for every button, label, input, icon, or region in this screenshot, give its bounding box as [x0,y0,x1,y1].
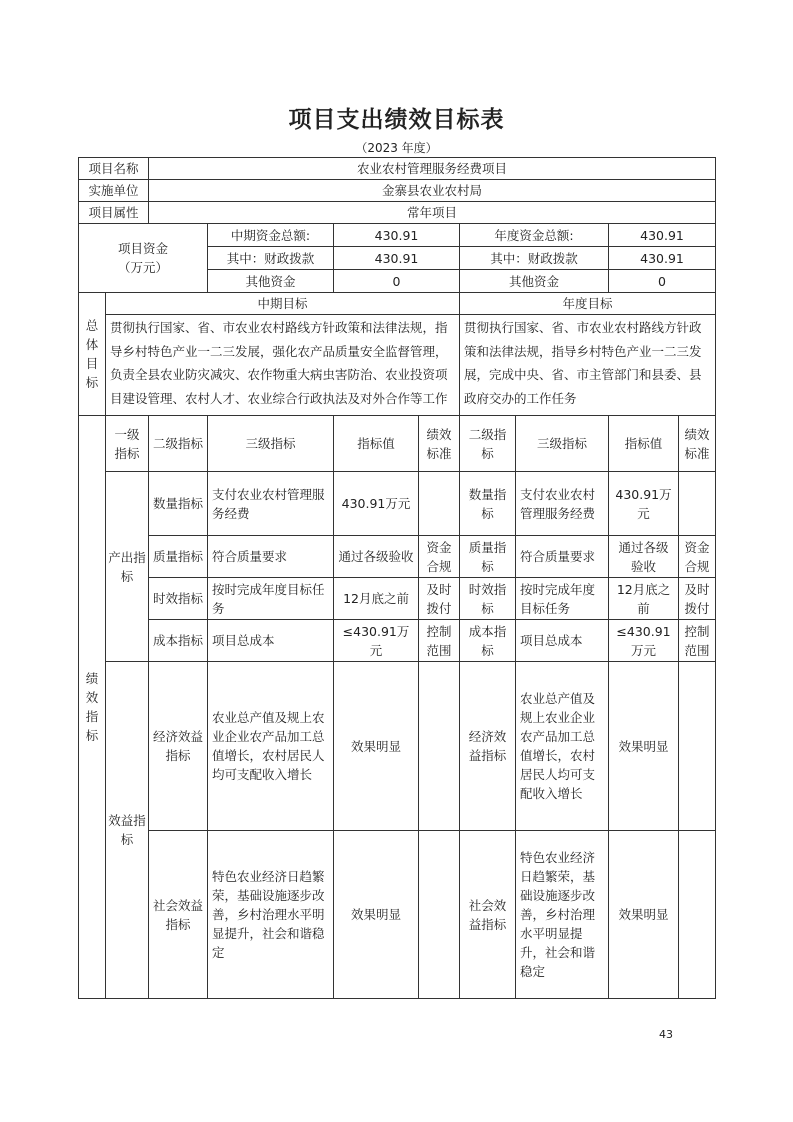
cost-year-l3: 项目总成本 [516,620,609,662]
page-number: 43 [659,1028,673,1041]
funds-label-line1: 项目资金 [118,241,169,256]
page-title: 项目支出绩效目标表 [288,107,505,133]
year-goal-header: 年度目标 [460,293,716,315]
performance-indicators-label: 绩效指标 [79,416,106,999]
year-other-value: 0 [609,270,716,293]
cost-l2: 成本指标 [149,620,208,662]
quantity-year-std [679,472,716,536]
funds-label [79,224,208,293]
quality-year-value: 通过各级验收 [609,536,679,578]
quantity-year-l2: 数量指标 [460,472,516,536]
quantity-l2: 数量指标 [149,472,208,536]
header-level1: 一级指标 [106,416,149,472]
header-standard-year: 绩效标准 [679,416,716,472]
timeliness-year-l2: 时效指标 [460,578,516,620]
output-indicators-label: 产出指标 [106,472,149,662]
timeliness-year-l3: 按时完成年度目标任务 [516,578,609,620]
header-level2-year: 二级指标 [460,416,516,472]
timeliness-mid-value: 12月底之前 [334,578,419,620]
quality-mid-value: 通过各级验收 [334,536,419,578]
year-total-label: 年度资金总额: [460,224,609,247]
year-fiscal-label: 其中：财政拨款 [460,247,609,270]
mid-goal-text: 贯彻执行国家、省、市农业农村路线方针政策和法律法规，指导乡村特色产业一二三发展，强化农产品质量安全监督管理，负责全县农业防灾减灾、农作物重大病虫害防治、农业投资项目建设管理、农村人才、农业综合行政执法及对外合作等工作 [106,315,460,416]
quantity-mid-l3: 支付农业农村管理服务经费 [208,472,334,536]
unit-label: 实施单位 [79,180,149,202]
year-subtitle: （2023 年度） [355,141,438,155]
header-value: 指标值 [334,416,419,472]
mid-total-label: 中期资金总额: [208,224,334,247]
year-fiscal-value: 430.91 [609,247,716,270]
cost-mid-std: 控制范围 [419,620,460,662]
timeliness-mid-l3: 按时完成年度目标任务 [208,578,334,620]
mid-other-value: 0 [334,270,460,293]
cost-year-std: 控制范围 [679,620,716,662]
project-name-label: 项目名称 [79,158,149,180]
mid-fiscal-value: 430.91 [334,247,460,270]
timeliness-year-std: 及时拨付 [679,578,716,620]
cost-mid-value: ≤430.91万元 [334,620,419,662]
economic-mid-value: 效果明显 [334,662,419,831]
social-mid-l3: 特色农业经济日趋繁荣，基础设施逐步改善，乡村治理水平明显提升，社会和谐稳定 [208,831,334,999]
quantity-mid-std [419,472,460,536]
quality-mid-std: 资金合规 [419,536,460,578]
social-l2: 社会效益指标 [149,831,208,999]
benefit-indicators-label: 效益指标 [106,662,149,999]
attr-value: 常年项目 [149,202,716,224]
year-goal-text: 贯彻执行国家、省、市农业农村路线方针政策和法律法规，指导乡村特色产业一二三发展，完成中央、省、市主管部门和县委、县政府交办的工作任务 [460,315,716,416]
economic-l2: 经济效益指标 [149,662,208,831]
social-mid-std [419,831,460,999]
social-mid-value: 效果明显 [334,831,419,999]
social-year-l3: 特色农业经济日趋繁荣，基础设施逐步改善，乡村治理水平明显提升，社会和谐稳定 [516,831,609,999]
economic-mid-l3: 农业总产值及规上农业企业农产品加工总值增长，农村居民人均可支配收入增长 [208,662,334,831]
quality-year-std: 资金合规 [679,536,716,578]
timeliness-mid-std: 及时拨付 [419,578,460,620]
economic-year-l3: 农业总产值及规上农业企业农产品加工总值增长，农村居民人均可支配收入增长 [516,662,609,831]
cost-year-value: ≤430.91万元 [609,620,679,662]
header-level3: 三级指标 [208,416,334,472]
quality-year-l3: 符合质量要求 [516,536,609,578]
mid-goal-header: 中期目标 [106,293,460,315]
quantity-year-value: 430.91万元 [609,472,679,536]
social-year-value: 效果明显 [609,831,679,999]
cost-year-l2: 成本指标 [460,620,516,662]
quality-year-l2: 质量指标 [460,536,516,578]
attr-label: 项目属性 [79,202,149,224]
mid-total-value: 430.91 [334,224,460,247]
economic-year-l2: 经济效益指标 [460,662,516,831]
economic-mid-std [419,662,460,831]
timeliness-year-value: 12月底之前 [609,578,679,620]
funds-label-line2: （万元） [118,260,169,275]
overall-goals-label: 总体目标 [79,293,106,416]
economic-year-std [679,662,716,831]
quality-l2: 质量指标 [149,536,208,578]
mid-other-label: 其他资金 [208,270,334,293]
timeliness-l2: 时效指标 [149,578,208,620]
header-standard: 绩效标准 [419,416,460,472]
performance-table [78,157,716,999]
quantity-year-l3: 支付农业农村管理服务经费 [516,472,609,536]
quality-mid-l3: 符合质量要求 [208,536,334,578]
cost-mid-l3: 项目总成本 [208,620,334,662]
project-name-value: 农业农村管理服务经费项目 [149,158,716,180]
year-other-label: 其他资金 [460,270,609,293]
social-year-std [679,831,716,999]
header-value-year: 指标值 [609,416,679,472]
year-total-value: 430.91 [609,224,716,247]
economic-year-value: 效果明显 [609,662,679,831]
mid-fiscal-label: 其中：财政拨款 [208,247,334,270]
unit-value: 金寨县农业农村局 [149,180,716,202]
header-level2: 二级指标 [149,416,208,472]
quantity-mid-value: 430.91万元 [334,472,419,536]
social-year-l2: 社会效益指标 [460,831,516,999]
header-level3-year: 三级指标 [516,416,609,472]
